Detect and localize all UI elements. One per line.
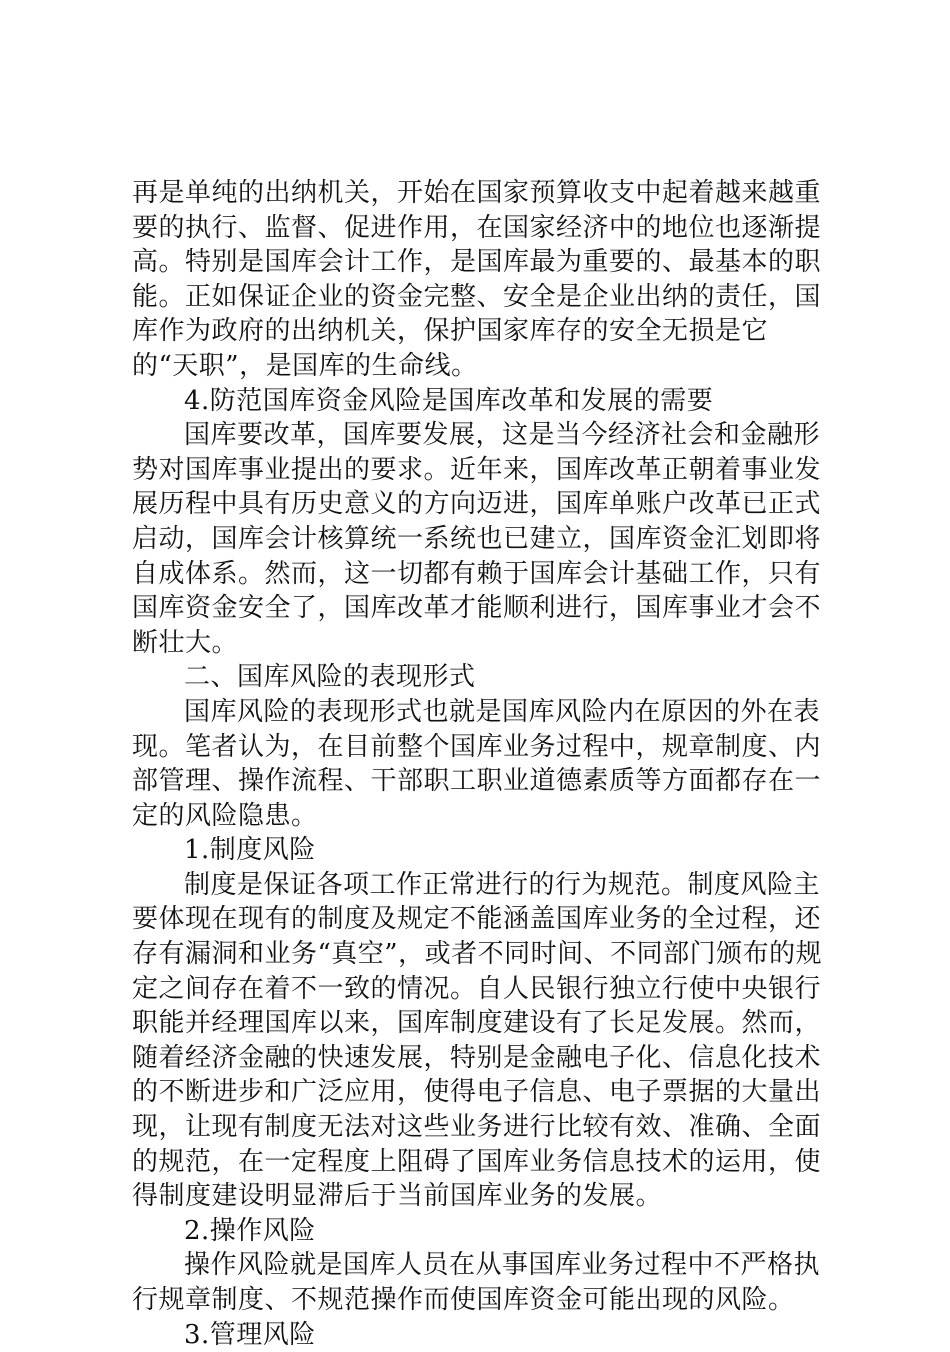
- heading-4-treasury-reform: 4.防范国库资金风险是国库改革和发展的需要: [184, 385, 714, 416]
- paragraph-institutional-risk: 制度是保证各项工作正常进行的行为规范。制度风险主要体现在现有的制度及规定不能涵盖国库业务的全过程，还存有漏洞和业务“真空”，或者不同时间、不同部门颁布的规定之间存在着不一致的情况。自人民银行独立行使中央银行职能并经理国库以来，国库制度建设有了长足发展。然而，随着经济金融的快速发展，特别是金融电子化、信息化技术的不断进步和广泛应用，使得电子信息、电子票据的大量出现，让现有制度无法对这些业务进行比较有效、准确、全面的规范，在一定程度上阻碍了国库业务信息技术的运用，使得制度建设明显滞后于当前国库业务的发展。: [132, 869, 823, 1212]
- paragraph-reform: 国库要改革，国库要发展，这是当今经济社会和金融形势对国库事业提出的要求。近年来，国库改革正朝着事业发展历程中具有历史意义的方向迈进，国库单账户改革已正式启动，国库会计核算统一系统也已建立，国库资金汇划即将自成体系。然而，这一切都有赖于国库会计基础工作，只有国库资金安全了，国库改革才能顺利进行，国库事业才会不断壮大。: [132, 420, 822, 658]
- paragraph-risk-forms: 国库风险的表现形式也就是国库风险内在原因的外在表现。笔者认为，在目前整个国库业务过程中，规章制度、内部管理、操作流程、干部职工职业道德素质等方面都存在一定的风险隐患。: [132, 696, 822, 831]
- paragraph-operational-risk: 操作风险就是国库人员在从事国库业务过程中不严格执行规章制度、不规范操作而使国库资金可能出现的风险。: [132, 1250, 821, 1315]
- heading-2-operational-risk: 2.操作风险: [184, 1215, 316, 1246]
- heading-3-management-risk: 3.管理风险: [184, 1319, 316, 1350]
- heading-1-institutional-risk: 1.制度风险: [184, 835, 316, 866]
- document-page: [132, 176, 832, 1352]
- paragraph-continued: 再是单纯的出纳机关，开始在国家预算收支中起着越来越重要的执行、监督、促进作用，在国家经济中的地位也逐渐提高。特别是国库会计工作，是国库最为重要的、最基本的职能。正如保证企业的资金完整、安全是企业出纳的责任，国库作为政府的出纳机关，保护国家库存的安全无损是它的“天职”，是国库的生命线。: [132, 178, 822, 381]
- heading-section-2: 二、国库风险的表现形式: [184, 662, 476, 693]
